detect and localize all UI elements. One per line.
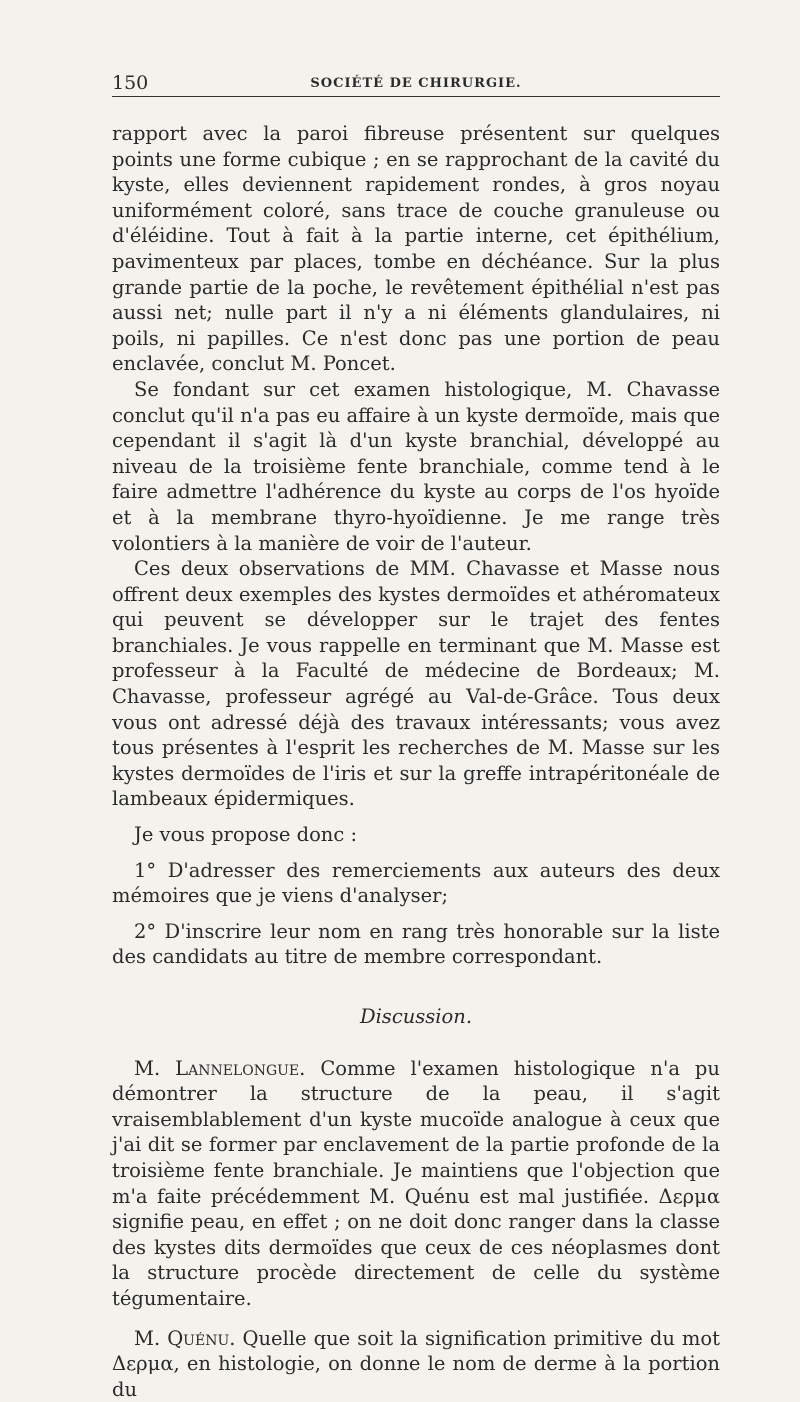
- speech-text: Comme l'examen histologique n'a pu démontrer la structure de la peau, il s'agit vraisemblablement d'un kyste mucoïde analogue à ceux que j'ai dit se former par enclavement de la partie profonde de la troisième fente branchiale. Je maintiens que l'objection que m'a faite précédemment M. Quénu est mal justifiée. Δερμα signifie peau, en effet ; on ne doit donc ranger dans la classe des kystes dits dermoïdes que ceux de ces néoplasmes dont la structure procède directement de celle du système tégumentaire.: [112, 1056, 720, 1310]
- page-number: 150: [112, 72, 149, 94]
- proposal-item-2: 2° D'inscrire leur nom en rang très honorable sur la liste des candidats au titre de membre correspondant.: [112, 919, 720, 969]
- paragraph-lannelongue: [112, 1056, 720, 1312]
- paragraph-quenu: [112, 1326, 720, 1402]
- page-header: [112, 70, 720, 97]
- paragraph-observations: Ces deux observations de MM. Chavasse et Masse nous offrent deux exemples des kystes dermoïdes et athéromateux qui peuvent se développer sur le trajet des fentes branchiales. Je vous rappelle en terminant que M. Masse est professeur à la Faculté de médecine de Bordeaux; M. Chavasse, professeur agrégé au Val-de-Grâce. Tous deux vous ont adressé déjà des travaux intéressants; vous avez tous présentes à l'esprit les recherches de M. Masse sur les kystes dermoïdes de l'iris et sur la greffe intrapéritonéale de lambeaux épidermiques.: [112, 557, 720, 811]
- section-heading-discussion: Discussion.: [359, 1005, 473, 1028]
- running-title: SOCIÉTÉ DE CHIRURGIE.: [310, 76, 522, 91]
- paragraph-continuation: rapport avec la paroi fibreuse présentent sur quelques points une forme cubique ; en se rapprochant de la cavité du kyste, elles deviennent rapidement rondes, à gros noyau uniformément coloré, sans trace de couche granuleuse ou d'éléidine. Tout à fait à la partie interne, cet épithélium, pavimenteux par places, tombe en déchéance. Sur la plus grande partie de la poche, le revêtement épithélial n'est pas aussi net; nulle part il n'y a ni éléments glandulaires, ni poils, ni papilles. Ce n'est donc pas une portion de peau enclavée, conclut M. Poncet.: [112, 122, 720, 376]
- speech-text: Quelle que soit la signification primitive du mot Δερμα, en histologie, on donne le nom de derme à la portion du: [112, 1326, 720, 1401]
- body-text: [112, 121, 720, 1402]
- speaker-name: M. Lannelongue.: [134, 1056, 306, 1080]
- proposal-item-1: 1° D'adresser des remerciements aux auteurs des deux mémoires que je viens d'analyser;: [112, 858, 720, 908]
- speaker-name: M. Quénu.: [134, 1326, 236, 1350]
- paragraph-proposal: Je vous propose donc :: [134, 823, 358, 847]
- paragraph-histology-conclusion: Se fondant sur cet examen histologique, M. Chavasse conclut qu'il n'a pas eu affaire à un kyste dermoïde, mais que cependant il s'agit là d'un kyste branchial, développé au niveau de la troisième fente branchiale, comme tend à le faire admettre l'adhérence du kyste au corps de l'os hyoïde et à la membrane thyro-hyoïdienne. Je me range très volontiers à la manière de voir de l'auteur.: [112, 377, 720, 555]
